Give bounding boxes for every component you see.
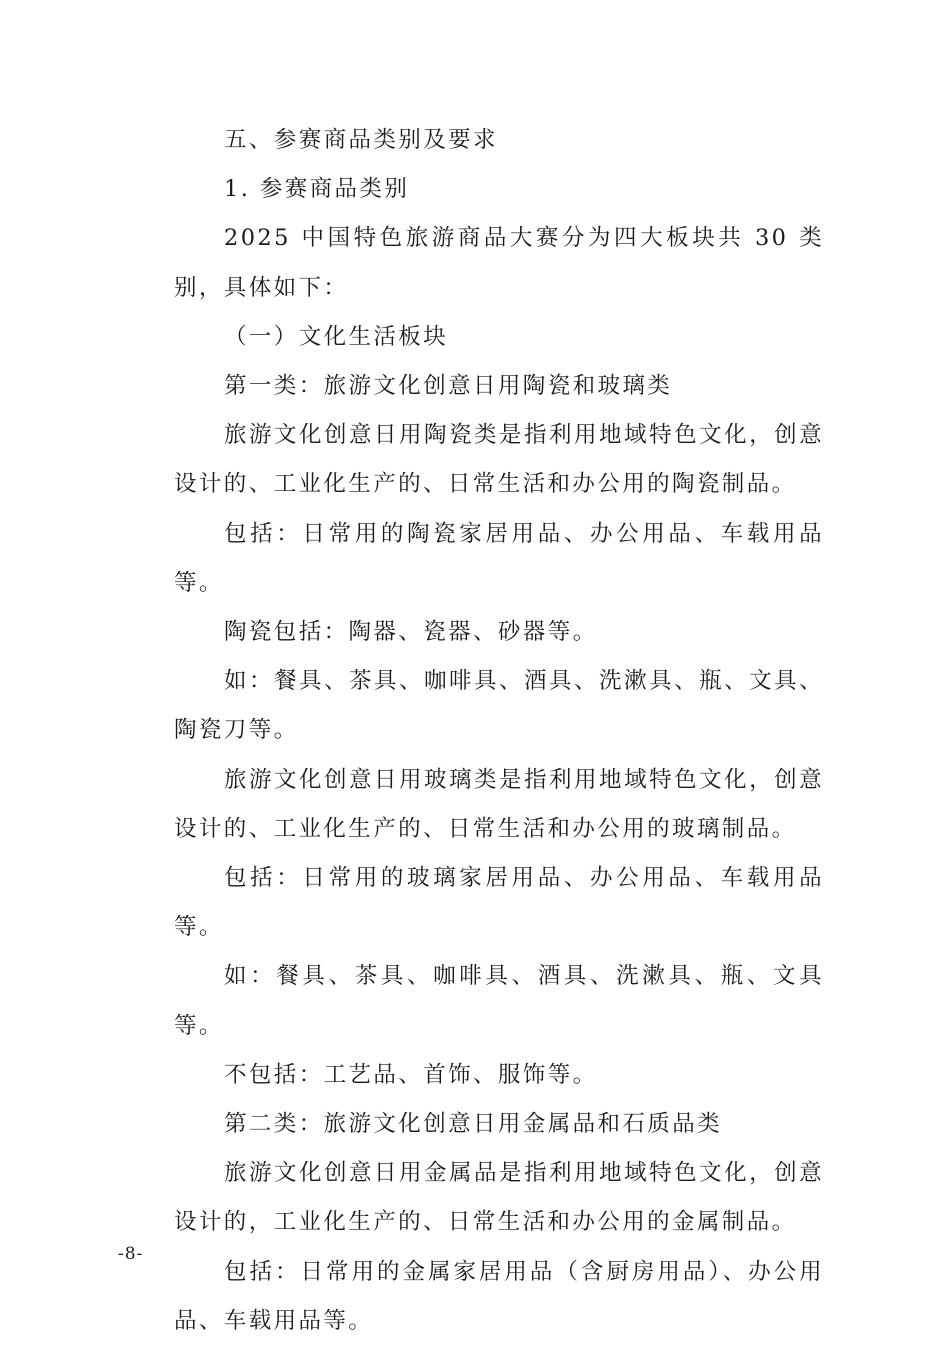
paragraph: 包括：日常用的金属家居用品（含厨房用品）、办公用品、车载用品等。 — [174, 1258, 824, 1334]
paragraph: 旅游文化创意日用陶瓷类是指利用地域特色文化，创意设计的、工业化生产的、日常生活和办公用的陶瓷制品。 — [174, 422, 824, 498]
category-heading: 第一类：旅游文化创意日用陶瓷和玻璃类 — [224, 373, 673, 400]
paragraph: 如：餐具、茶具、咖啡具、酒具、洗漱具、瓶、文具、陶瓷刀等。 — [174, 668, 824, 744]
paragraph: 如：餐具、茶具、咖啡具、酒具、洗漱具、瓶、文具等。 — [174, 963, 824, 1039]
paragraph: 旅游文化创意日用玻璃类是指利用地域特色文化，创意设计的、工业化生产的、日常生活和办公用的玻璃制品。 — [174, 766, 824, 842]
paragraph: 包括：日常用的玻璃家居用品、办公用品、车载用品等。 — [174, 865, 824, 941]
paragraph: 陶瓷包括：陶器、瓷器、砂器等。 — [224, 619, 598, 646]
block-heading: （一）文化生活板块 — [224, 323, 449, 350]
sub-heading: 1. 参赛商品类别 — [224, 176, 410, 203]
section-heading: 五、参赛商品类别及要求 — [224, 127, 498, 153]
category-heading: 第二类：旅游文化创意日用金属品和石质品类 — [224, 1111, 723, 1138]
paragraph: 旅游文化创意日用金属品是指利用地域特色文化，创意设计的，工业化生产的、日常生活和办公用的金属制品。 — [174, 1160, 824, 1236]
page-number: -8- — [118, 1244, 144, 1264]
paragraph: 包括：日常用的陶瓷家居用品、办公用品、车载用品等。 — [174, 520, 824, 596]
page-content — [174, 116, 824, 1346]
paragraph: 不包括：工艺品、首饰、服饰等。 — [224, 1061, 598, 1088]
paragraph: 2025 中国特色旅游商品大赛分为四大板块共 30 类别，具体如下： — [174, 225, 824, 301]
